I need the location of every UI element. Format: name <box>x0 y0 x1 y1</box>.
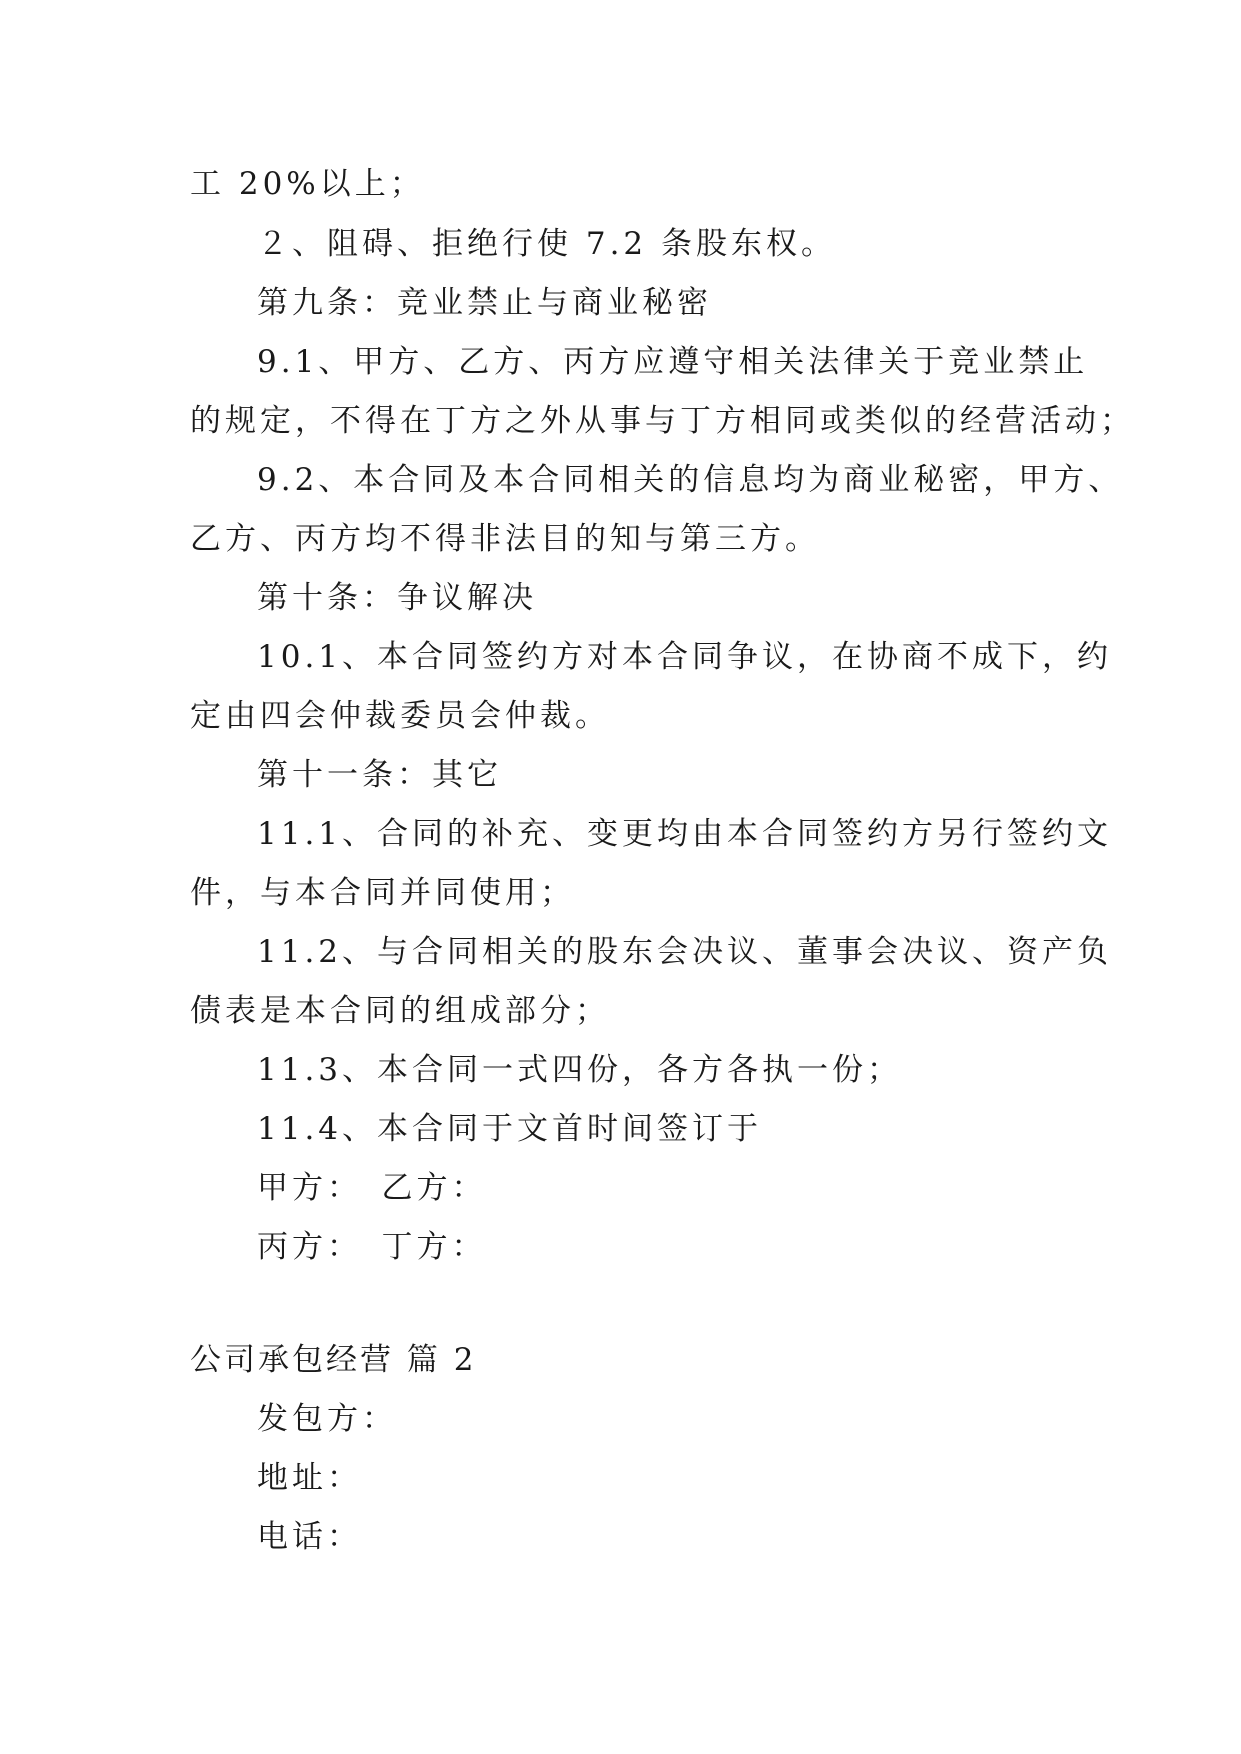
article-title: 公司承包经营 篇 2 <box>190 1342 477 1378</box>
text-line: 10.1、本合同签约方对本合同争议，在协商不成下，约 <box>257 639 1113 675</box>
signature-line: 丙方： 丁方： <box>257 1229 487 1265</box>
text-line: 定由四会仲裁委员会仲裁。 <box>190 698 610 734</box>
text-line: 的规定，不得在丁方之外从事与丁方相同或类似的经营活动； <box>190 403 1135 439</box>
section-heading: 第十条：争议解决 <box>257 580 537 616</box>
field-label-issuer: 发包方： <box>257 1401 397 1437</box>
signature-line: 甲方： 乙方： <box>257 1170 487 1206</box>
section-heading: 第九条：竞业禁止与商业秘密 <box>257 285 712 321</box>
text-line: 11.3、本合同一式四份，各方各执一份； <box>257 1052 903 1088</box>
field-label-phone: 电话： <box>257 1519 362 1555</box>
text-line: 工 20%以上； <box>190 166 425 202</box>
field-label-address: 地址： <box>257 1460 362 1496</box>
text-line: 9.2、本合同及本合同相关的信息均为商业秘密，甲方、 <box>257 462 1124 498</box>
text-line: 乙方、丙方均不得非法目的知与第三方。 <box>190 521 820 557</box>
text-line: 11.4、本合同于文首时间签订于 <box>257 1111 763 1147</box>
text-line: 债表是本合同的组成部分； <box>190 993 610 1029</box>
text-line: 11.1、合同的补充、变更均由本合同签约方另行签约文 <box>257 816 1113 852</box>
text-line: 件，与本合同并同使用； <box>190 875 575 911</box>
text-line: ２、阻碍、拒绝行使 7.2 条股东权。 <box>257 226 837 262</box>
text-line: 11.2、与合同相关的股东会决议、董事会决议、资产负 <box>257 934 1113 970</box>
text-line: 9.1、甲方、乙方、丙方应遵守相关法律关于竞业禁止 <box>257 344 1089 380</box>
section-heading: 第十一条：其它 <box>257 757 502 793</box>
